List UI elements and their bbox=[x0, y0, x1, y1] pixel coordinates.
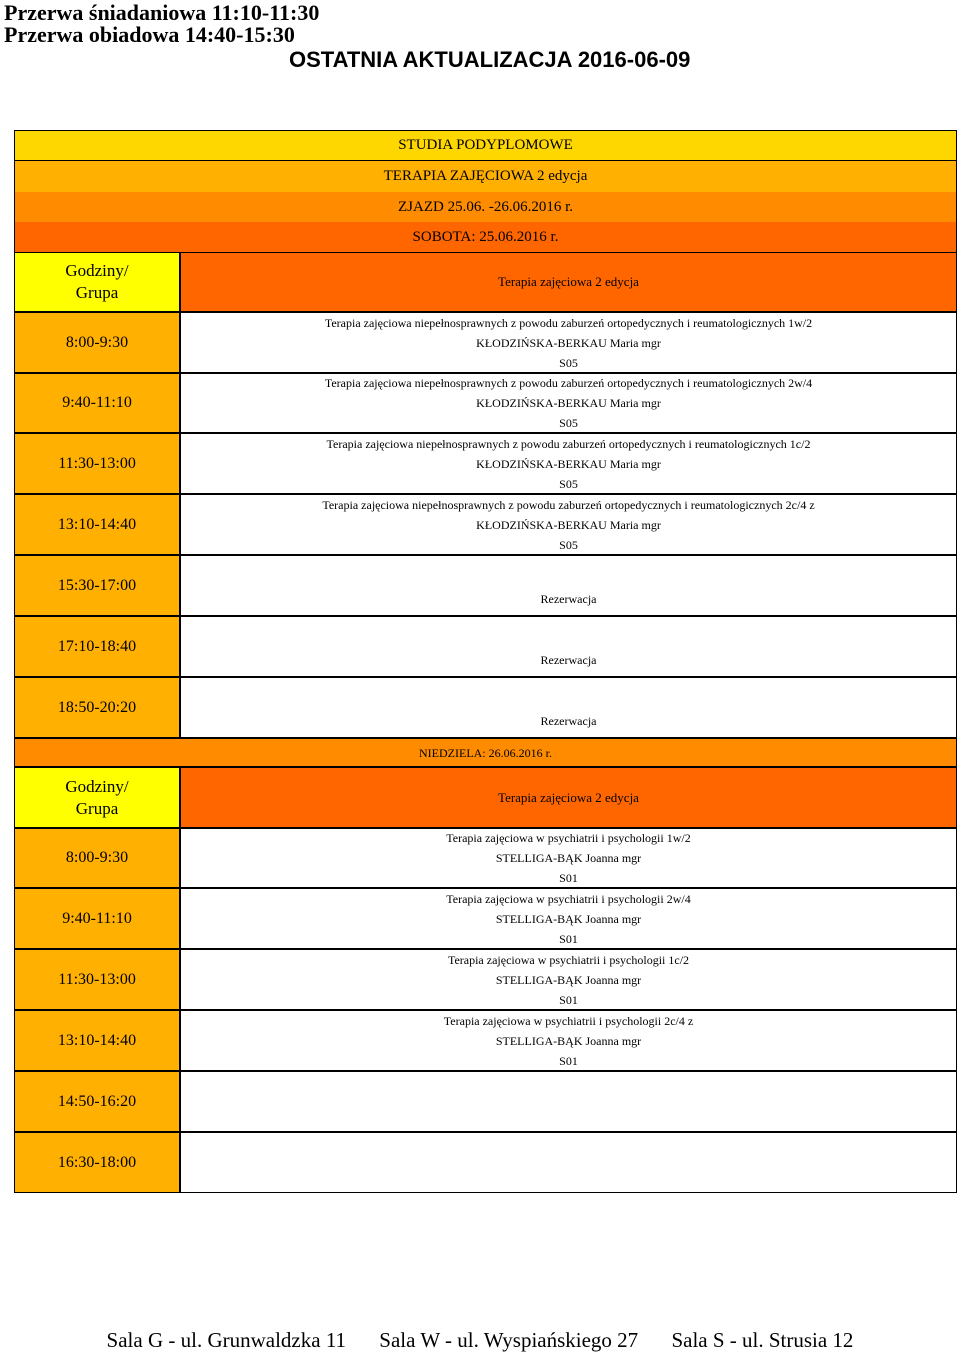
class-teacher: STELLIGA-BĄK Joanna mgr bbox=[495, 1033, 642, 1048]
banner-program bbox=[14, 130, 957, 161]
sala-g-address: Sala G - ul. Grunwaldzka 11 bbox=[106, 1328, 347, 1352]
banner-course-text: TERAPIA ZAJĘCIOWA 2 edycja bbox=[383, 168, 588, 184]
time-slot bbox=[14, 433, 180, 494]
class-room: S05 bbox=[559, 476, 578, 491]
saturday-group-header bbox=[180, 252, 957, 312]
reservation-cell bbox=[180, 677, 957, 738]
hours-label: Godziny/ bbox=[65, 776, 129, 796]
sunday-day-text: NIEDZIELA: 26.06.2016 r. bbox=[419, 746, 552, 760]
class-room: S01 bbox=[559, 1053, 578, 1068]
time-text: 15:30-17:00 bbox=[57, 576, 137, 594]
banner-session bbox=[14, 192, 957, 222]
reservation-text: Rezerwacja bbox=[540, 653, 597, 667]
class-teacher: KŁODZIŃSKA-BERKAU Maria mgr bbox=[476, 396, 661, 410]
class-title: Terapia zajęciowa niepełnosprawnych z powodu zaburzeń ortopedycznych i reumatologicznych 1w/2 bbox=[324, 315, 813, 330]
time-text: 16:30-18:00 bbox=[57, 1153, 137, 1171]
time-text: 9:40-11:10 bbox=[62, 909, 132, 927]
class-room: S01 bbox=[559, 992, 578, 1007]
class-cell bbox=[180, 312, 957, 373]
time-slot bbox=[14, 616, 180, 677]
room-address-footer bbox=[0, 1328, 960, 1353]
class-teacher: STELLIGA-BĄK Joanna mgr bbox=[495, 972, 642, 987]
time-slot bbox=[14, 1132, 180, 1193]
reservation-cell bbox=[180, 555, 957, 616]
time-text: 11:30-13:00 bbox=[58, 454, 136, 472]
class-title: Terapia zajęciowa w psychiatrii i psychologii 2w/4 bbox=[446, 891, 691, 906]
time-text: 13:10-14:40 bbox=[57, 1031, 137, 1049]
group-label: Grupa bbox=[75, 798, 119, 818]
time-text: 18:50-20:20 bbox=[57, 698, 137, 716]
class-title: Terapia zajęciowa w psychiatrii i psychologii 2c/4 z bbox=[443, 1013, 694, 1028]
sunday-hours-group-header bbox=[14, 767, 180, 828]
time-text: 13:10-14:40 bbox=[57, 515, 137, 533]
banner-course bbox=[14, 161, 957, 192]
class-title: Terapia zajęciowa w psychiatrii i psychologii 1c/2 bbox=[447, 952, 690, 967]
time-slot bbox=[14, 1071, 180, 1132]
class-teacher: KŁODZIŃSKA-BERKAU Maria mgr bbox=[476, 335, 661, 350]
time-slot bbox=[14, 555, 180, 616]
lunch-break-text: Przerwa obiadowa 14:40-15:30 bbox=[4, 22, 295, 47]
class-cell bbox=[180, 888, 957, 949]
class-room: S01 bbox=[559, 871, 578, 885]
time-slot bbox=[14, 677, 180, 738]
group-name: Terapia zajęciowa 2 edycja bbox=[498, 274, 639, 289]
time-text: 8:00-9:30 bbox=[65, 333, 129, 351]
class-title: Terapia zajęciowa niepełnosprawnych z powodu zaburzeń ortopedycznych i reumatologicznych 1c/2 bbox=[326, 436, 811, 451]
time-text: 17:10-18:40 bbox=[57, 637, 137, 655]
saturday-hours-group-header bbox=[14, 252, 180, 312]
hours-label: Godziny/ bbox=[65, 261, 129, 280]
reservation-cell bbox=[180, 616, 957, 677]
reservation-text: Rezerwacja bbox=[540, 714, 597, 728]
sala-w-address: Sala W - ul. Wyspiańskiego 27 bbox=[379, 1328, 639, 1352]
class-room: S01 bbox=[559, 931, 578, 946]
class-title: Terapia zajęciowa niepełnosprawnych z powodu zaburzeń ortopedycznych i reumatologicznych 2c/4 z bbox=[322, 497, 815, 512]
time-text: 11:30-13:00 bbox=[58, 970, 136, 988]
banner-program-text: STUDIA PODYPLOMOWE bbox=[398, 137, 573, 153]
sunday-day-label bbox=[14, 738, 957, 767]
time-slot bbox=[14, 949, 180, 1010]
time-text: 14:50-16:20 bbox=[57, 1092, 137, 1110]
class-title: Terapia zajęciowa w psychiatrii i psychologii 1w/2 bbox=[446, 831, 691, 845]
class-teacher: STELLIGA-BĄK Joanna mgr bbox=[495, 911, 642, 926]
sunday-group-header bbox=[180, 767, 957, 828]
banner-session-text: ZJAZD 25.06. -26.06.2016 r. bbox=[398, 198, 573, 215]
class-cell bbox=[180, 1010, 957, 1071]
class-title: Terapia zajęciowa niepełnosprawnych z powodu zaburzeń ortopedycznych i reumatologicznych 2w/4 bbox=[324, 376, 813, 390]
class-room: S05 bbox=[559, 416, 578, 430]
group-label: Grupa bbox=[75, 283, 119, 302]
class-cell bbox=[180, 828, 957, 888]
empty-cell bbox=[180, 1071, 957, 1132]
class-cell bbox=[180, 949, 957, 1010]
time-slot bbox=[14, 312, 180, 373]
banner-saturday bbox=[14, 222, 957, 252]
class-room: S05 bbox=[559, 355, 578, 370]
time-slot bbox=[14, 1010, 180, 1071]
class-teacher: STELLIGA-BĄK Joanna mgr bbox=[495, 851, 642, 865]
time-text: 9:40-11:10 bbox=[62, 394, 132, 411]
time-slot bbox=[14, 494, 180, 555]
time-slot bbox=[14, 828, 180, 888]
time-slot bbox=[14, 888, 180, 949]
group-name: Terapia zajęciowa 2 edycja bbox=[498, 789, 639, 805]
last-update-text: OSTATNIA AKTUALIZACJA 2016-06-09 bbox=[289, 47, 691, 72]
class-cell bbox=[180, 433, 957, 494]
class-cell bbox=[180, 373, 957, 433]
time-slot bbox=[14, 373, 180, 433]
breakfast-break-text: Przerwa śniadaniowa 11:10-11:30 bbox=[4, 0, 320, 25]
reservation-text: Rezerwacja bbox=[540, 592, 597, 606]
class-teacher: KŁODZIŃSKA-BERKAU Maria mgr bbox=[476, 456, 661, 471]
banner-saturday-text: SOBOTA: 25.06.2016 r. bbox=[412, 228, 559, 245]
class-room: S05 bbox=[559, 537, 578, 552]
empty-cell bbox=[180, 1132, 957, 1193]
sala-s-address: Sala S - ul. Strusia 12 bbox=[671, 1328, 854, 1352]
class-cell bbox=[180, 494, 957, 555]
class-teacher: KŁODZIŃSKA-BERKAU Maria mgr bbox=[476, 517, 661, 532]
time-text: 8:00-9:30 bbox=[65, 849, 129, 866]
